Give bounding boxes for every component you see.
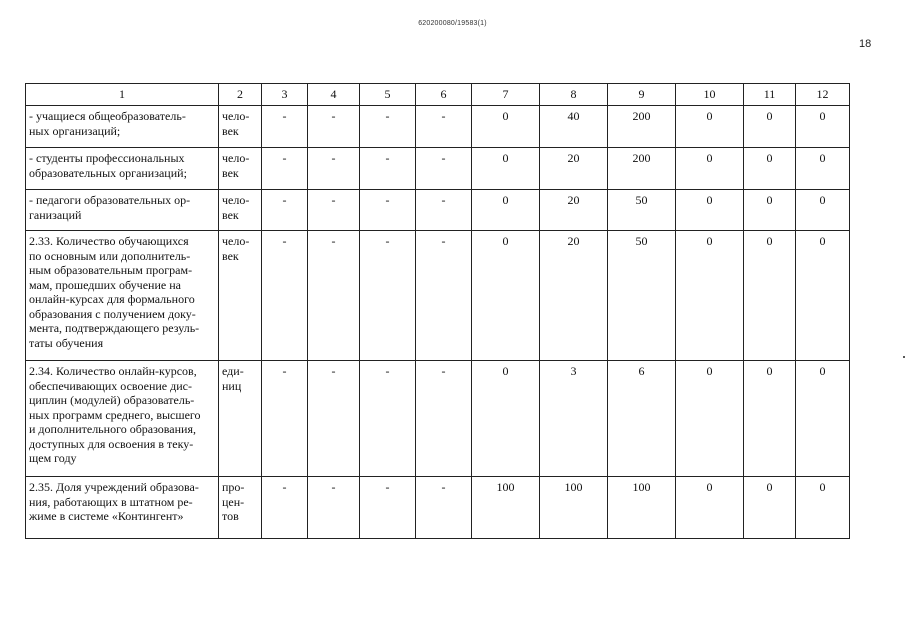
value-cell-col-11: 0 bbox=[744, 231, 796, 361]
value-cell-col-10: 0 bbox=[676, 477, 744, 539]
value-cell-col-5: - bbox=[360, 190, 416, 231]
value-cell-col-7: 0 bbox=[472, 148, 540, 190]
table-row bbox=[26, 106, 850, 148]
value-cell-col-9: 50 bbox=[608, 190, 676, 231]
column-number-7: 7 bbox=[472, 84, 540, 106]
value-cell-col-7: 0 bbox=[472, 231, 540, 361]
table-row bbox=[26, 190, 850, 231]
value-cell-col-6: - bbox=[416, 190, 472, 231]
value-cell-col-8: 100 bbox=[540, 477, 608, 539]
value-cell-col-5: - bbox=[360, 106, 416, 148]
value-cell-col-4: - bbox=[308, 148, 360, 190]
value-cell-col-6: - bbox=[416, 361, 472, 477]
value-cell-col-12: 0 bbox=[796, 231, 850, 361]
value-cell-col-9: 100 bbox=[608, 477, 676, 539]
indicator-name: - учащиеся общеобразователь- ных организаций; bbox=[26, 106, 219, 148]
value-cell-col-6: - bbox=[416, 106, 472, 148]
value-cell-col-11: 0 bbox=[744, 106, 796, 148]
value-cell-col-10: 0 bbox=[676, 361, 744, 477]
value-cell-col-4: - bbox=[308, 190, 360, 231]
value-cell-col-10: 0 bbox=[676, 106, 744, 148]
value-cell-col-11: 0 bbox=[744, 361, 796, 477]
value-cell-col-12: 0 bbox=[796, 190, 850, 231]
value-cell-col-8: 20 bbox=[540, 190, 608, 231]
indicator-name: - студенты профессиональных образовательных организаций; bbox=[26, 148, 219, 190]
value-cell-col-8: 20 bbox=[540, 148, 608, 190]
value-cell-col-3: - bbox=[262, 190, 308, 231]
value-cell-col-8: 40 bbox=[540, 106, 608, 148]
table-row bbox=[26, 231, 850, 361]
value-cell-col-12: 0 bbox=[796, 106, 850, 148]
value-cell-col-11: 0 bbox=[744, 190, 796, 231]
column-number-2: 2 bbox=[219, 84, 262, 106]
value-cell-col-4: - bbox=[308, 361, 360, 477]
value-cell-col-9: 200 bbox=[608, 148, 676, 190]
value-cell-col-5: - bbox=[360, 148, 416, 190]
unit-of-measure: чело- век bbox=[219, 231, 262, 361]
value-cell-col-10: 0 bbox=[676, 231, 744, 361]
unit-of-measure: про- цен- тов bbox=[219, 477, 262, 539]
column-number-1: 1 bbox=[26, 84, 219, 106]
column-number-10: 10 bbox=[676, 84, 744, 106]
table-row bbox=[26, 477, 850, 539]
value-cell-col-4: - bbox=[308, 477, 360, 539]
value-cell-col-5: - bbox=[360, 361, 416, 477]
value-cell-col-12: 0 bbox=[796, 361, 850, 477]
value-cell-col-6: - bbox=[416, 148, 472, 190]
value-cell-col-9: 200 bbox=[608, 106, 676, 148]
value-cell-col-6: - bbox=[416, 231, 472, 361]
value-cell-col-10: 0 bbox=[676, 148, 744, 190]
column-number-12: 12 bbox=[796, 84, 850, 106]
value-cell-col-3: - bbox=[262, 231, 308, 361]
column-number-9: 9 bbox=[608, 84, 676, 106]
value-cell-col-4: - bbox=[308, 231, 360, 361]
unit-of-measure: еди- ниц bbox=[219, 361, 262, 477]
column-number-4: 4 bbox=[308, 84, 360, 106]
indicator-name: 2.35. Доля учреждений образова- ния, работающих в штатном ре- жиме в системе «Контингент» bbox=[26, 477, 219, 539]
value-cell-col-4: - bbox=[308, 106, 360, 148]
indicator-name: 2.34. Количество онлайн-курсов, обеспечивающих освоение дис- циплин (модулей) образователь- ных программ среднего, высшего и дополнительного образования, доступных для освоения в теку- щем году bbox=[26, 361, 219, 477]
column-number-row bbox=[26, 84, 850, 106]
value-cell-col-3: - bbox=[262, 106, 308, 148]
value-cell-col-7: 0 bbox=[472, 361, 540, 477]
column-number-11: 11 bbox=[744, 84, 796, 106]
column-number-6: 6 bbox=[416, 84, 472, 106]
value-cell-col-8: 3 bbox=[540, 361, 608, 477]
value-cell-col-7: 100 bbox=[472, 477, 540, 539]
value-cell-col-12: 0 bbox=[796, 148, 850, 190]
value-cell-col-5: - bbox=[360, 231, 416, 361]
column-number-8: 8 bbox=[540, 84, 608, 106]
value-cell-col-11: 0 bbox=[744, 477, 796, 539]
unit-of-measure: чело- век bbox=[219, 148, 262, 190]
column-number-3: 3 bbox=[262, 84, 308, 106]
value-cell-col-3: - bbox=[262, 477, 308, 539]
value-cell-col-11: 0 bbox=[744, 148, 796, 190]
page-number: 18 bbox=[859, 38, 872, 50]
unit-of-measure: чело- век bbox=[219, 190, 262, 231]
value-cell-col-5: - bbox=[360, 477, 416, 539]
table-row bbox=[26, 361, 850, 477]
column-number-5: 5 bbox=[360, 84, 416, 106]
unit-of-measure: чело- век bbox=[219, 106, 262, 148]
value-cell-col-9: 6 bbox=[608, 361, 676, 477]
value-cell-col-8: 20 bbox=[540, 231, 608, 361]
document-id: 620200080/19583(1) bbox=[418, 20, 487, 27]
table-row bbox=[26, 148, 850, 190]
indicator-name: - педагоги образовательных ор- ганизаций bbox=[26, 190, 219, 231]
indicators-table bbox=[25, 83, 850, 539]
indicator-name: 2.33. Количество обучающихся по основным или дополнитель- ным образовательным програм- мам, прошедших обучение на онлайн-курсах для формального образования с получением доку- мента, подтверждающего резуль- таты обучения bbox=[26, 231, 219, 361]
value-cell-col-3: - bbox=[262, 148, 308, 190]
value-cell-col-9: 50 bbox=[608, 231, 676, 361]
value-cell-col-6: - bbox=[416, 477, 472, 539]
value-cell-col-12: 0 bbox=[796, 477, 850, 539]
value-cell-col-10: 0 bbox=[676, 190, 744, 231]
value-cell-col-3: - bbox=[262, 361, 308, 477]
value-cell-col-7: 0 bbox=[472, 106, 540, 148]
value-cell-col-7: 0 bbox=[472, 190, 540, 231]
